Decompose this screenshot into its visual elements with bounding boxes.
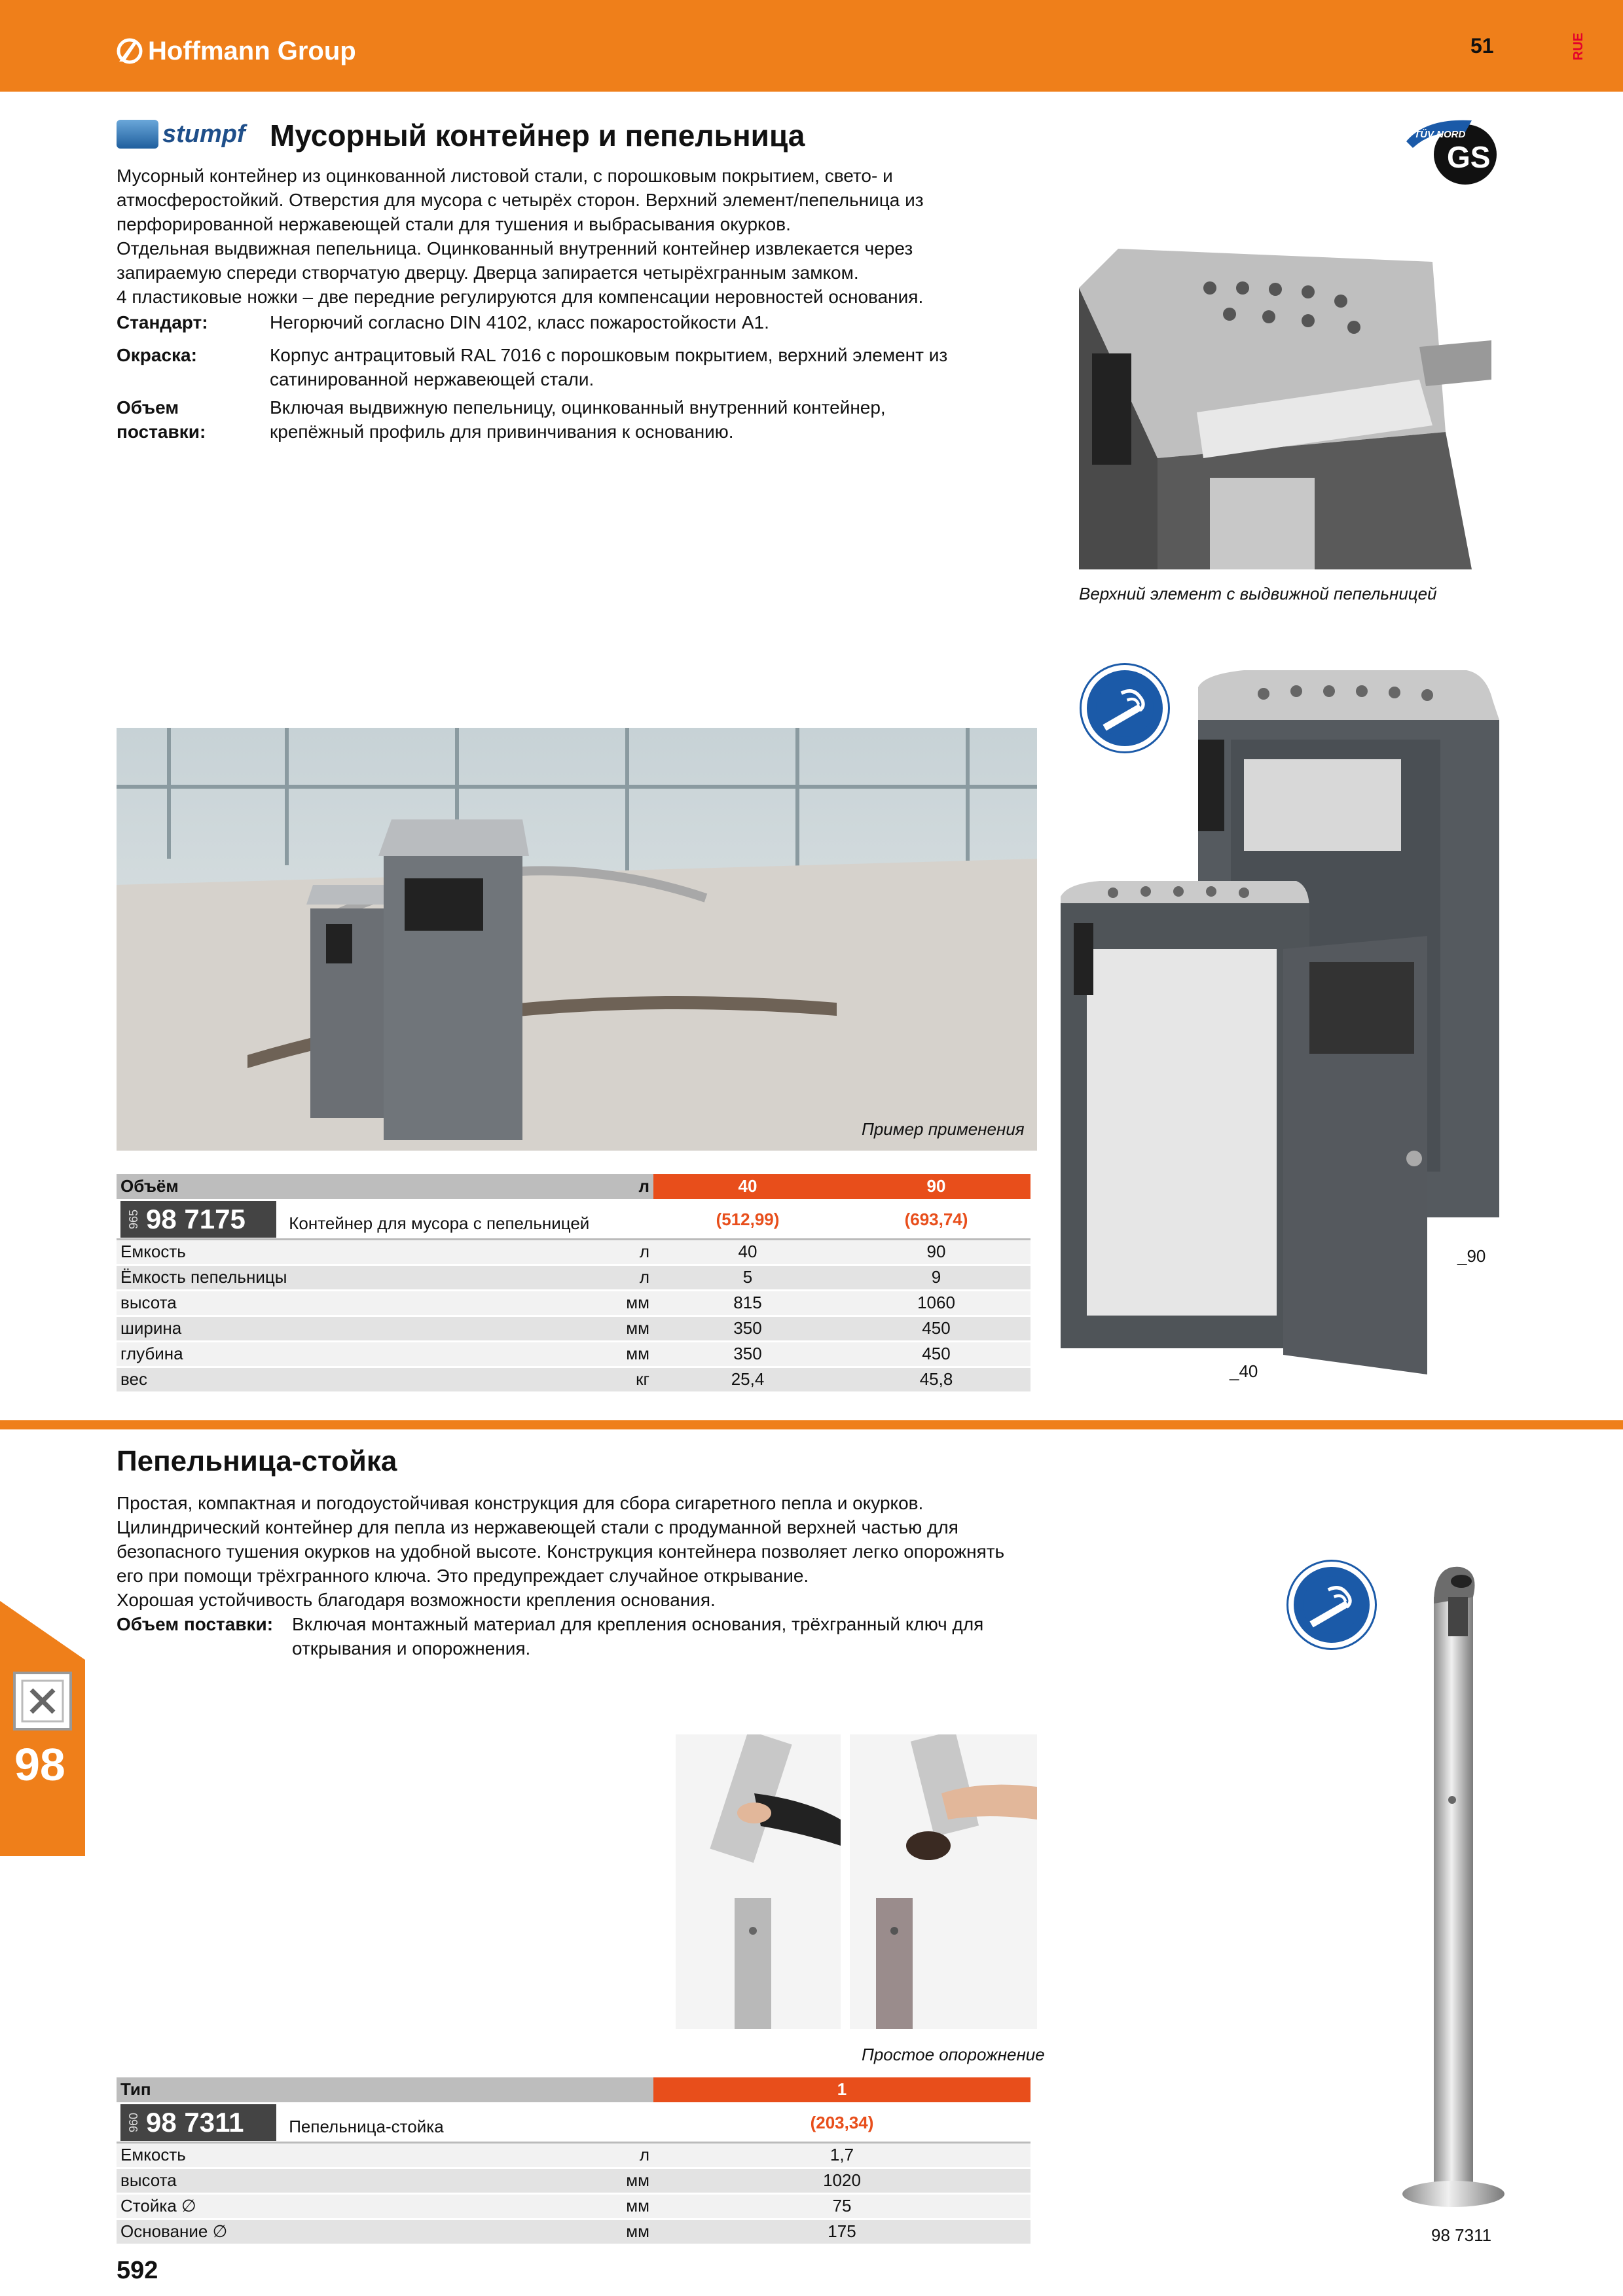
header-label: Объём — [117, 1174, 608, 1200]
row-value: 450 — [842, 1341, 1030, 1367]
row-value: 350 — [653, 1341, 842, 1367]
row-value: 350 — [653, 1316, 842, 1341]
article-name: Пепельница-стойка — [289, 2117, 444, 2137]
desc-line: 4 пластиковые ножки – две передние регулируются для компенсации неровностей основания. — [117, 287, 924, 307]
desc-line: Цилиндрический контейнер для пепла из нержавеющей стали с продуманной верхней частью для — [117, 1517, 958, 1537]
desc-line: Отдельная выдвижная пепельница. Оцинкованный внутренний контейнер извлекается через — [117, 238, 913, 259]
row-label: ширина — [117, 1316, 608, 1341]
header-value: 90 — [842, 1174, 1030, 1200]
row-label: высота — [117, 1290, 608, 1316]
row-unit: л — [608, 1239, 653, 1265]
table-header-row — [117, 1174, 1030, 1200]
article-row[interactable] — [117, 1200, 1030, 1239]
desc-line: Мусорный контейнер из оцинкованной листовой стали, с порошковым покрытием, свето- и — [117, 166, 893, 186]
table-row — [117, 1239, 1030, 1265]
article-row[interactable] — [117, 2103, 1030, 2142]
article-cell[interactable] — [117, 2103, 653, 2142]
section2-description — [117, 1491, 1046, 1660]
brand-name: Hoffmann Group — [148, 36, 356, 65]
caption-street: Пример применения — [862, 1119, 1025, 1139]
article-number-box[interactable] — [120, 1201, 276, 1238]
spec-label: Стандарт: — [117, 312, 208, 332]
photo-street-example — [117, 728, 1037, 1151]
row-value: 9 — [842, 1265, 1030, 1290]
row-unit: л — [608, 1265, 653, 1290]
spec-line: Включая выдвижную пепельницу, оцинкованный внутренний контейнер, — [270, 397, 886, 418]
row-label: Стойка ∅ — [117, 2193, 608, 2219]
product-table-pole — [117, 2077, 1030, 2246]
spec-standard — [117, 310, 1055, 334]
article-name: Контейнер для мусора с пепельницей — [289, 1213, 590, 1234]
product-table-bin — [117, 1174, 1030, 1393]
chapter-side-tab[interactable] — [0, 1601, 85, 1856]
article-number: 98 7311 — [146, 2107, 244, 2138]
header-label: Тип — [117, 2077, 608, 2103]
smoking-area-sign-icon — [1082, 665, 1168, 751]
chapter-number: 98 — [14, 1739, 65, 1790]
desc-line: Простая, компактная и погодоустойчивая конструкция для сбора сигаретного пепла и окурков. — [117, 1493, 924, 1513]
desc-line: запираемую спереди створчатую дверцу. Дверца запирается четырёхгранным замком. — [117, 262, 859, 283]
spec-line: открывания и опорожнения. — [292, 1638, 531, 1659]
row-value: 450 — [842, 1316, 1030, 1341]
row-unit: л — [608, 2142, 653, 2168]
label-article-pole: 98 7311 — [1431, 2225, 1492, 2245]
hoffmann-logo[interactable] — [117, 31, 356, 71]
page-number-bottom: 592 — [117, 2257, 158, 2284]
row-unit: мм — [608, 2168, 653, 2193]
spec-line: Включая монтажный материал для крепления основания, трёхгранный ключ для — [292, 1614, 984, 1634]
article-number: 98 7175 — [146, 1204, 246, 1234]
desc-line: безопасного тушения окурков на удобной высоте. Конструкция контейнера позволяет легко опорожнять — [117, 1541, 1005, 1562]
photo-emptying-step1 — [676, 1734, 841, 2029]
row-value: 75 — [653, 2193, 1030, 2219]
spec-line: Корпус антрацитовый RAL 7016 с порошковым покрытием, верхний элемент из — [270, 345, 948, 365]
price: (512,99) — [653, 1200, 842, 1239]
row-value: 25,4 — [653, 1367, 842, 1392]
header-value: 40 — [653, 1174, 842, 1200]
photo-top-element — [1079, 249, 1491, 569]
row-value: 40 — [653, 1239, 842, 1265]
row-value: 5 — [653, 1265, 842, 1290]
section1-description — [117, 164, 1046, 309]
row-label: высота — [117, 2168, 608, 2193]
row-value: 45,8 — [842, 1367, 1030, 1392]
price: (203,34) — [653, 2103, 1030, 2142]
desc-line: Хорошая устойчивость благодаря возможности крепления основания. — [117, 1590, 716, 1610]
table-row — [117, 2142, 1030, 2168]
table-row — [117, 1316, 1030, 1341]
spec-value — [270, 395, 1055, 444]
row-unit: мм — [608, 1316, 653, 1341]
row-value: 1060 — [842, 1290, 1030, 1316]
desc-line: перфорированной нержавеющей стали для тушения и выбрасывания окурков. — [117, 214, 791, 234]
table-row — [117, 1290, 1030, 1316]
row-value: 175 — [653, 2219, 1030, 2244]
row-label: Основание ∅ — [117, 2219, 608, 2244]
caption-top: Верхний элемент с выдвижной пепельницей — [1079, 584, 1437, 603]
page-number-top: 51 — [1470, 34, 1494, 58]
section1-title: Мусорный контейнер и пепельница — [270, 118, 805, 152]
photo-two-bins — [1048, 661, 1532, 1381]
article-number-box[interactable] — [120, 2104, 276, 2141]
row-label: глубина — [117, 1341, 608, 1367]
table-row — [117, 1367, 1030, 1392]
table-header-row — [117, 2077, 1030, 2103]
spec-value — [292, 1612, 983, 1660]
spec-delivery — [117, 395, 1055, 444]
spec-line: крепёжный профиль для привинчивания к основанию. — [270, 422, 734, 442]
photo-emptying-step2 — [850, 1734, 1037, 2029]
header-value: 1 — [653, 2077, 1030, 2103]
article-prefix: 960 — [127, 2112, 140, 2133]
svg-text:GS: GS — [1447, 140, 1491, 174]
row-unit: мм — [608, 1341, 653, 1367]
label-size-90: _90 — [1457, 1246, 1486, 1266]
tuv-gs-badge-icon — [1406, 115, 1511, 187]
row-value: 815 — [653, 1290, 842, 1316]
header-unit: л — [608, 1174, 653, 1200]
row-label: Ёмкость пепельницы — [117, 1265, 608, 1290]
row-label: Емкость — [117, 1239, 608, 1265]
row-unit: мм — [608, 2219, 653, 2244]
language-tag: RUE — [1571, 33, 1586, 61]
section-divider — [0, 1420, 1623, 1429]
photo-ashtray-pole — [1388, 1558, 1519, 2219]
caption-emptying: Простое опорожнение — [862, 2045, 1045, 2064]
row-value: 1,7 — [653, 2142, 1030, 2168]
stumpf-logo — [117, 117, 254, 152]
article-prefix: 965 — [127, 1209, 140, 1230]
table-row — [117, 1265, 1030, 1290]
article-cell[interactable] — [117, 1200, 653, 1239]
table-row — [117, 2168, 1030, 2193]
spec-line: сатинированной нержавеющей стали. — [270, 369, 594, 389]
spec-paint — [117, 343, 1055, 391]
spec-label: Объем поставки: — [117, 397, 206, 442]
spec-label: Окраска: — [117, 345, 197, 365]
row-unit: кг — [608, 1367, 653, 1392]
spec-label: Объем поставки: — [117, 1614, 274, 1634]
spec-value — [270, 343, 1055, 391]
smoking-area-sign-icon — [1288, 1562, 1375, 1648]
price: (693,74) — [842, 1200, 1030, 1239]
spec-value — [270, 310, 1055, 334]
spec-line: Негорючий согласно DIN 4102, класс пожаростойкости A1. — [270, 312, 769, 332]
row-label: Емкость — [117, 2142, 608, 2168]
globe-icon — [117, 120, 158, 149]
label-size-40: _40 — [1230, 1361, 1258, 1381]
spec-delivery — [117, 1612, 1046, 1660]
hoffmann-logo-icon — [117, 38, 143, 64]
header-unit — [608, 2077, 653, 2103]
desc-line: атмосферостойкий. Отверстия для мусора с четырёх сторон. Верхний элемент/пепельница из — [117, 190, 924, 210]
desc-line: его при помощи трёхгранного ключа. Это предупреждает случайное открывание. — [117, 1566, 809, 1586]
row-label: вес — [117, 1367, 608, 1392]
table-row — [117, 2219, 1030, 2244]
section2-title: Пепельница-стойка — [117, 1445, 397, 1477]
table-row — [117, 2193, 1030, 2219]
row-value: 1020 — [653, 2168, 1030, 2193]
row-unit: мм — [608, 1290, 653, 1316]
svg-text:TÜV NORD: TÜV NORD — [1414, 129, 1466, 140]
row-value: 90 — [842, 1239, 1030, 1265]
stumpf-wordmark: stumpf — [162, 120, 246, 148]
row-unit: мм — [608, 2193, 653, 2219]
table-row — [117, 1341, 1030, 1367]
